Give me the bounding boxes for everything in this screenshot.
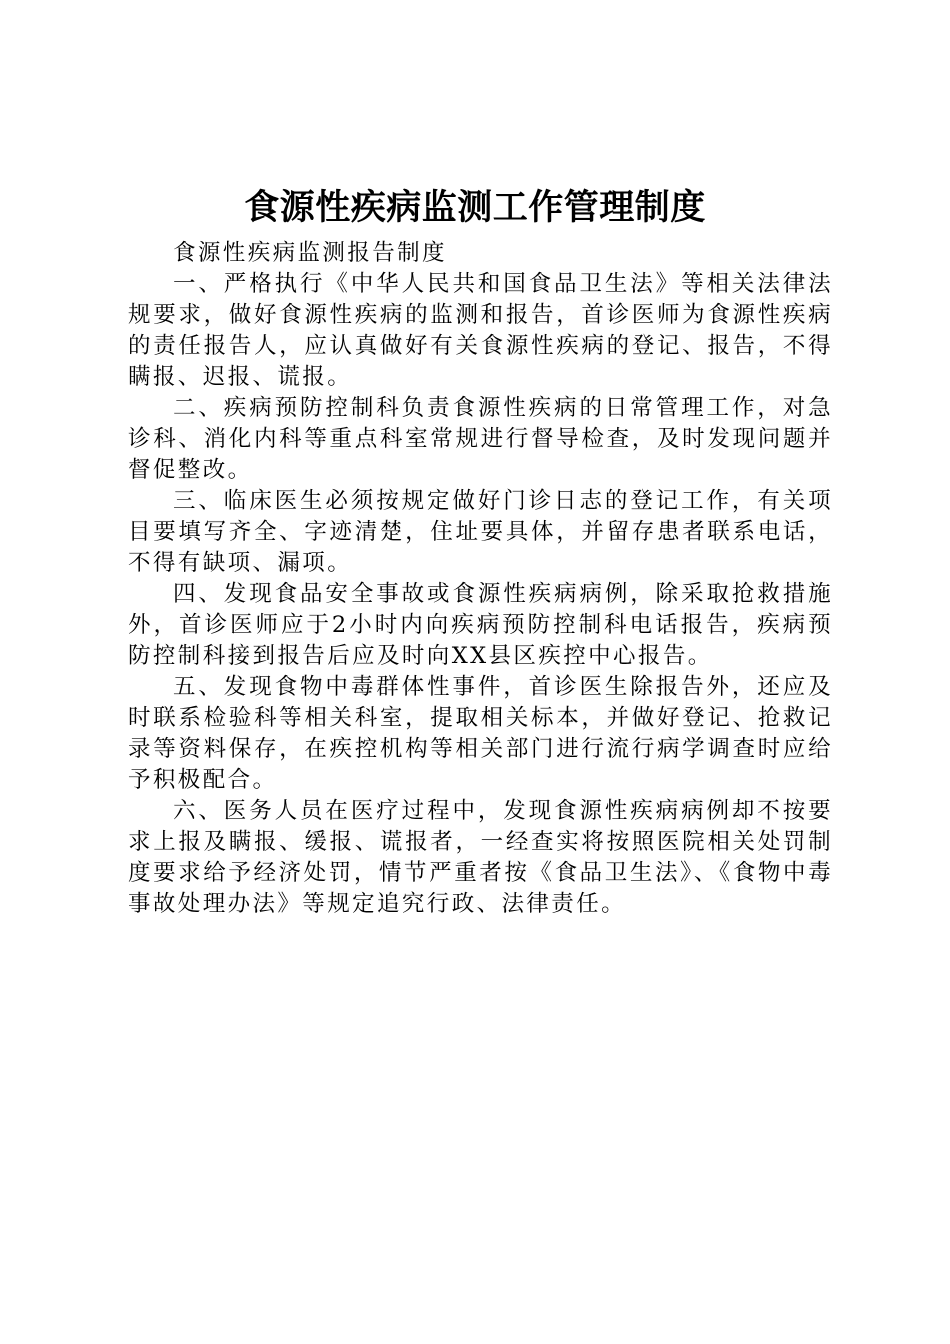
document-body [128, 238, 833, 920]
paragraph-6: 六、医务人员在医疗过程中，发现食源性疾病病例却不按要求上报及瞒报、缓报、谎报者，一经查实将按照医院相关处罚制度要求给予经济处罚，情节严重者按《食品卫生法》、《食物中毒事故处理办法》等规定追究行政、法律责任。 [128, 798, 833, 917]
paragraph-1: 一、严格执行《中华人民共和国食品卫生法》等相关法律法规要求，做好食源性疾病的监测和报告，首诊医师为食源性疾病的责任报告人，应认真做好有关食源性疾病的登记、报告，不得瞒报、迟报、谎报。 [128, 271, 833, 390]
paragraph-2: 二、疾病预防控制科负责食源性疾病的日常管理工作，对急诊科、消化内科等重点科室常规进行督导检查，及时发现问题并督促整改。 [128, 395, 833, 483]
paragraph-5: 五、发现食物中毒群体性事件，首诊医生除报告外，还应及时联系检验科等相关科室，提取相关标本，并做好登记、抢救记录等资料保存，在疾控机构等相关部门进行流行病学调查时应给予积极配合。 [128, 674, 833, 793]
paragraph-3: 三、临床医生必须按规定做好门诊日志的登记工作，有关项目要填写齐全、字迹清楚，住址要具体，并留存患者联系电话，不得有缺项、漏项。 [128, 488, 833, 576]
paragraph-4: 四、发现食品安全事故或食源性疾病病例，除采取抢救措施外，首诊医师应于2小时内向疾病预防控制科电话报告，疾病预防控制科接到报告后应及时向XX县区疾控中心报告。 [128, 581, 833, 669]
document-title: 食源性疾病监测工作管理制度 [244, 187, 706, 228]
document-subtitle: 食源性疾病监测报告制度 [173, 240, 447, 266]
